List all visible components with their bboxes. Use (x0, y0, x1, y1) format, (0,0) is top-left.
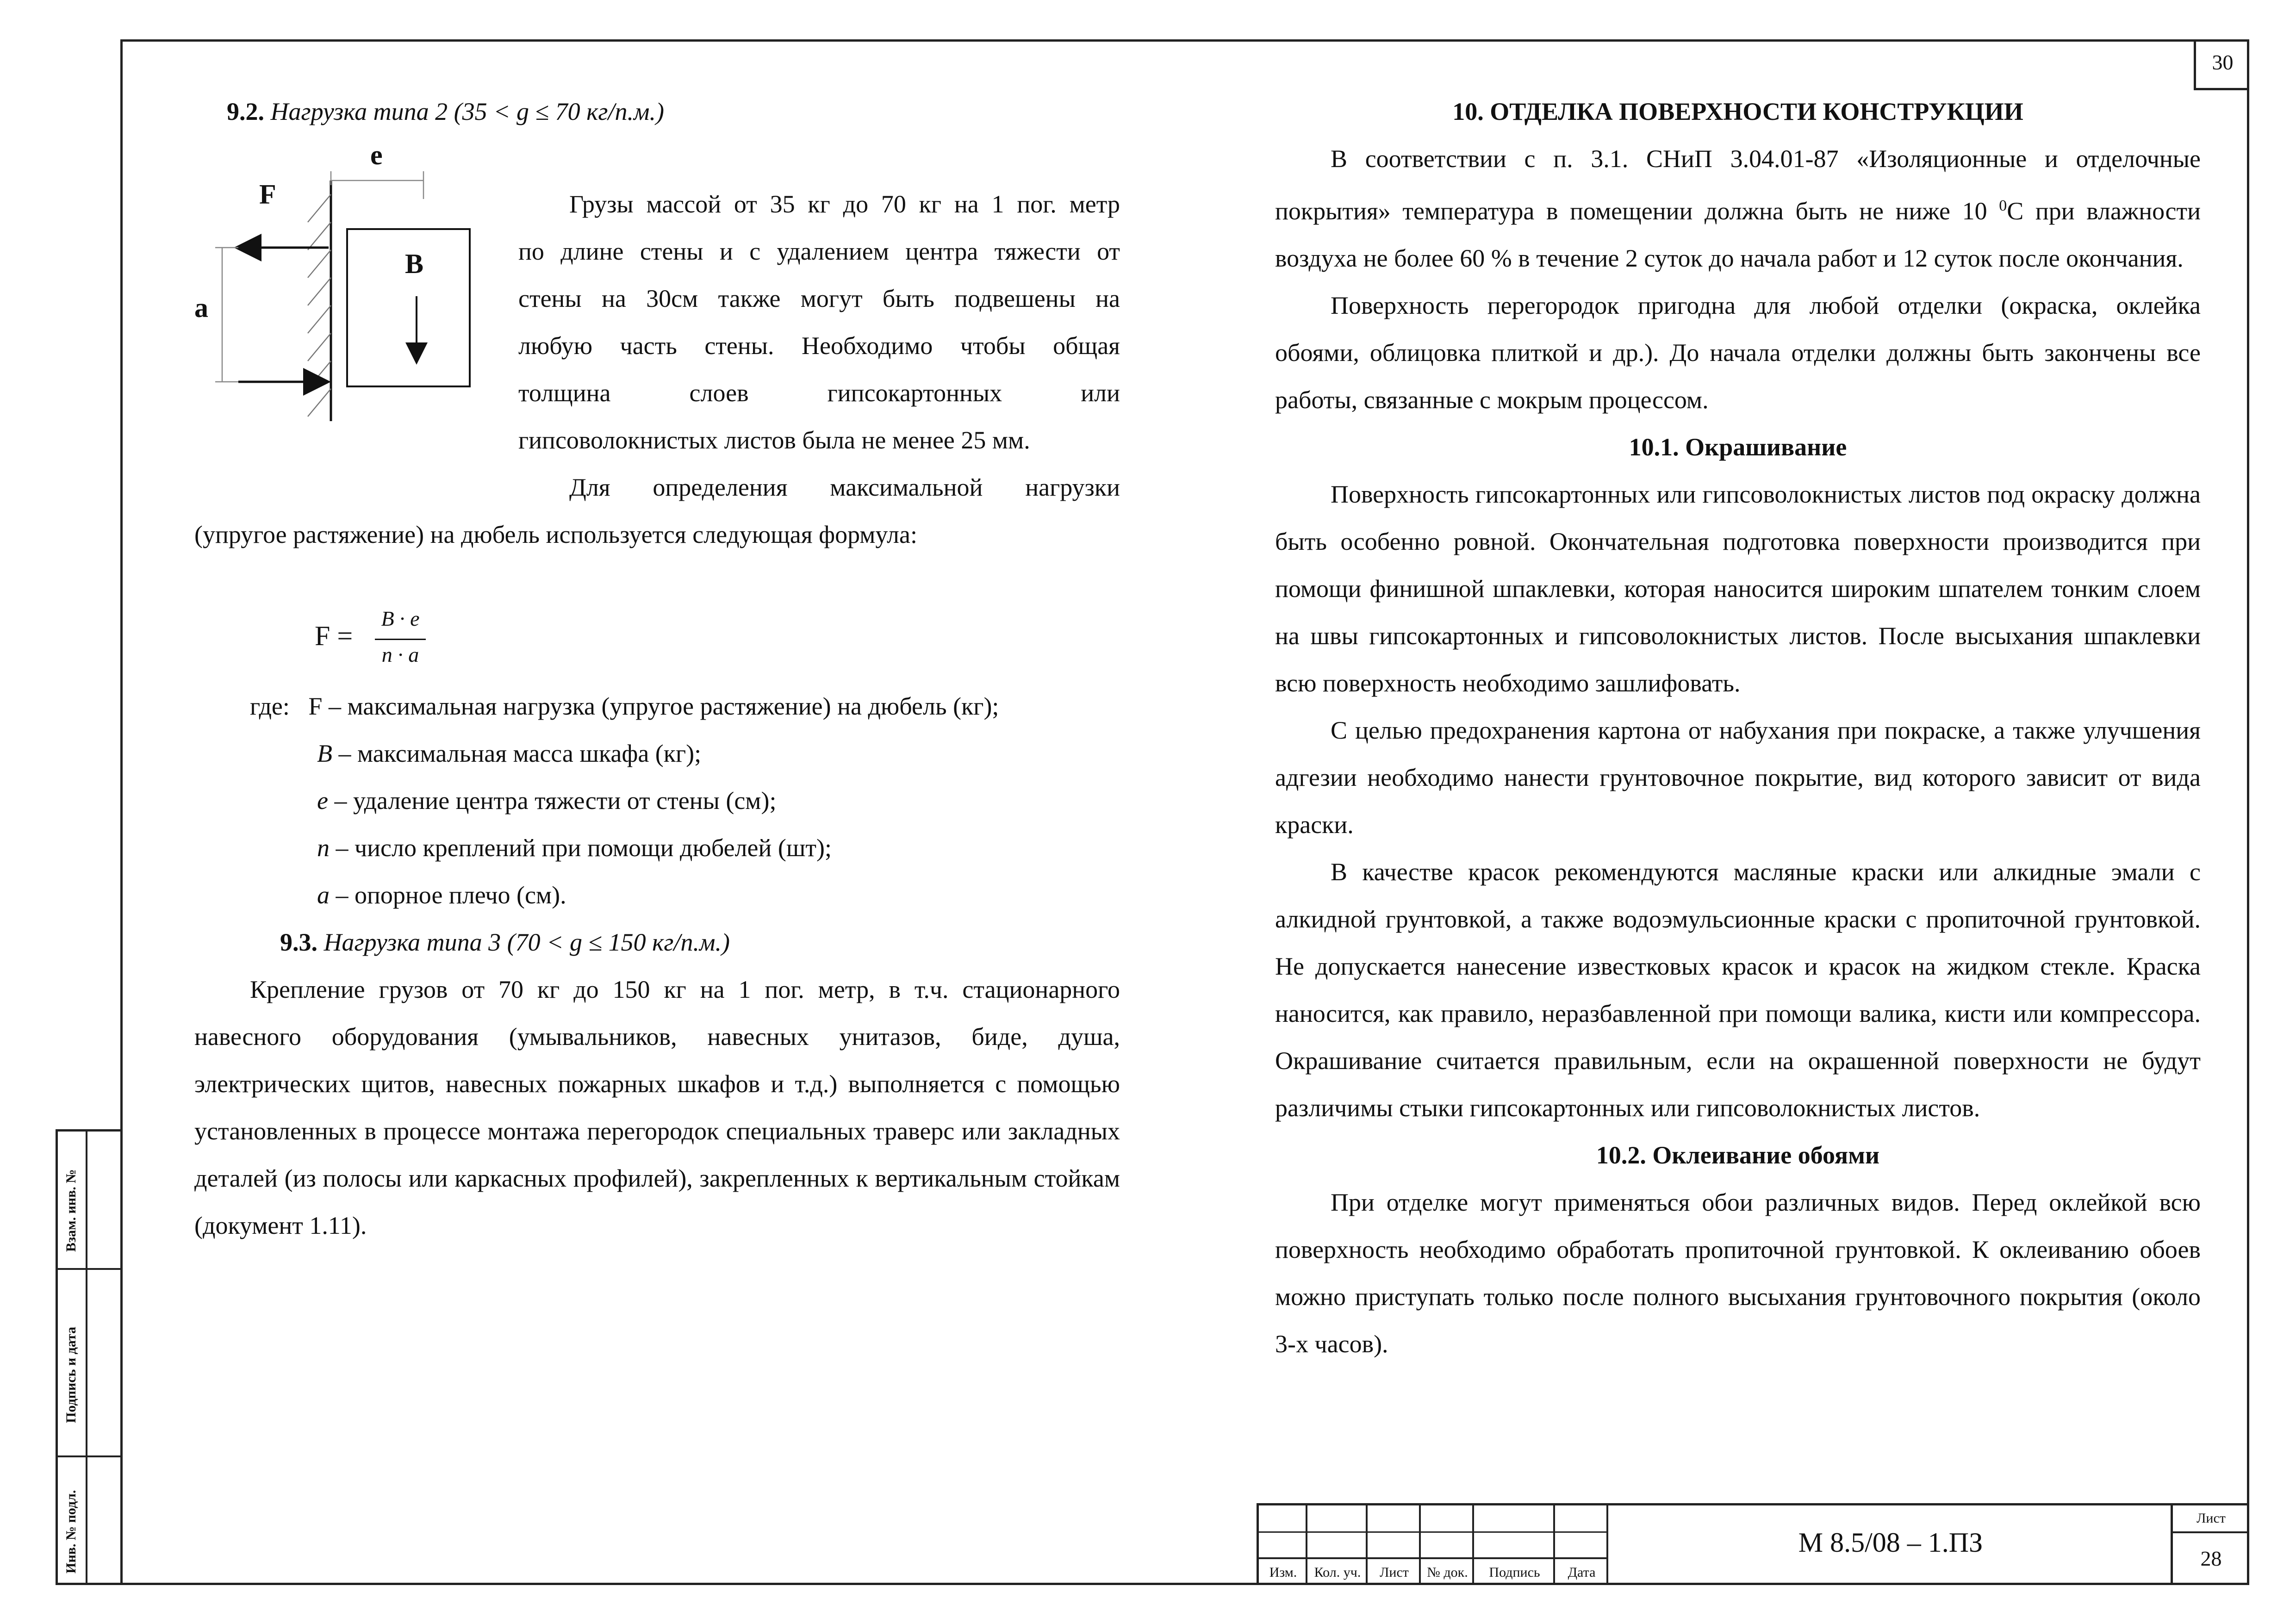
formula-fraction-bar (375, 639, 426, 640)
section-9-2-number: 9.2. (227, 98, 264, 125)
sheet-label: Лист (2196, 1511, 2226, 1526)
para1-line: гипсоволокнистых листов была не менее 25 мм. (518, 426, 1030, 454)
definition-row (250, 777, 1120, 824)
stamp-replace-inv: Взам. инв. № (63, 1169, 79, 1252)
para2-line1: Для определения максимальной нагрузки (569, 473, 1120, 501)
paragraph-10-1-2: С целью предохранения картона от набухания при покраске, а также улучшения адгезии необходимо нанести грунтовочное покрытие, вид которого зависит от вида краски. (1275, 716, 2201, 839)
side-stamp (56, 1129, 123, 1585)
def-symbol: B (317, 740, 332, 767)
title-block (1257, 1503, 2249, 1585)
def-symbol: e (317, 787, 328, 815)
paragraph-10-2-1: При отделке могут применяться обои различных видов. Перед оклейкой всю поверхность необходимо обработать пропиточной грунтовкой. К оклеиванию обоев можно приступать только после полного высыхания грунтовочного покрытия (около 3-х часов). (1275, 1188, 2201, 1358)
label-f: F (259, 179, 276, 210)
definition-row (250, 824, 1120, 871)
stamp-signature-date: Подпись и дата (63, 1326, 79, 1423)
paragraph-9-2-body (518, 180, 1120, 511)
section-9-3-number: 9.3. (280, 928, 317, 956)
revision-table (1259, 1505, 1608, 1585)
def-text: – число креплений при помощи дюбелей (шт); (330, 834, 832, 862)
document-code: М 8.5/08 – 1.ПЗ (1798, 1527, 1983, 1558)
section-10-heading: 10. ОТДЕЛКА ПОВЕРХНОСТИ КОНСТРУКЦИИ (1452, 98, 2023, 125)
para1-line: по длине стены и с удалением центра тяжести от (518, 237, 1120, 265)
para1-line: стены на 30см также могут быть подвешены на (518, 285, 1120, 312)
def-symbol: F (308, 692, 323, 720)
header-list: Лист (1380, 1565, 1409, 1580)
definitions (250, 683, 1120, 919)
p10-1-part-b: С при влажности воздуха не более 60 % в течение 2 суток до начала работ и 12 суток после окончания. (1275, 197, 2201, 272)
where-label: где: (250, 692, 290, 720)
label-e: e (370, 143, 383, 170)
formula-numerator: B · e (381, 607, 420, 630)
def-text: – удаление центра тяжести от стены (см); (328, 787, 777, 815)
def-symbol: n (317, 834, 330, 862)
definition-row (250, 730, 1120, 777)
def-text: – опорное плечо (см). (330, 881, 566, 909)
formula-lhs: F = (315, 621, 353, 651)
para1-line: Грузы массой от 35 кг до 70 кг на 1 пог. метр (569, 190, 1120, 218)
para1-line: любую часть стены. Необходимо чтобы общая (518, 332, 1120, 360)
wall-hatching (308, 194, 331, 417)
paragraph-10-1-1: Поверхность гипсокартонных или гипсоволокнистых листов под окраску должна быть особенно ровной. Окончательная подготовка поверхности производится при помощи финишной шпаклевки, которая наносится широким шпателем тонким слоем на швы гипсокартонных и гипсоволокнистых листов. После высыхания шпаклевки всю поверхность необходимо зашлифовать. (1275, 480, 2201, 697)
header-izm: Изм. (1269, 1565, 1297, 1580)
label-a: a (194, 292, 208, 323)
def-text: – максимальная масса шкафа (кг); (332, 740, 702, 767)
paragraph-10-1 (1275, 135, 2201, 282)
page-number-box (2194, 39, 2249, 90)
sheet-number: 28 (2200, 1547, 2222, 1570)
section-9-3-title: Нагрузка типа 3 (70 < g ≤ 150 кг/п.м.) (324, 928, 730, 956)
paragraph-9-3-body: Крепление грузов от 70 кг до 150 кг на 1 пог. метр, в т.ч. стационарного навесного оборудования (умывальников, навесных унитазов, биде, душа, электрических щитов, навесных пожарных шкафов и т.д.) выполняется с помощью установленных в процессе монтажа перегородок специальных траверс или закладных деталей (из полосы или каркасных профилей), закрепленных к вертикальным стойкам (документ 1.11). (194, 976, 1120, 1239)
page-number: 30 (2212, 50, 2234, 74)
definition-row (250, 871, 1120, 919)
definition-row (250, 683, 1120, 730)
section-10-1-heading: 10.1. Окрашивание (1629, 433, 1847, 461)
para1-line: толщина слоев гипсокартонных или (518, 379, 1120, 407)
formula (315, 602, 500, 676)
header-kol-uch: Кол. уч. (1314, 1565, 1361, 1580)
label-b: B (405, 249, 424, 279)
stamp-inv-original: Инв. № подл. (63, 1490, 79, 1573)
def-text: – максимальная нагрузка (упругое растяжение) на дюбель (кг); (322, 692, 999, 720)
paragraph-10-1-3: В качестве красок рекомендуются масляные краски или алкидные эмали с алкидной грунтовкой, а также водоэмульсионные краски с пропиточной грунтовкой. Не допускается нанесение известковых красок и красок на жидком стекле. Краска наносится, как правило, неразбавленной при помощи валика, кисти или компрессора. Окрашивание считается правильным, если на окрашенной поверхности не будут различимы стыки гипсокартонных или гипсоволокнистых листов. (1275, 858, 2201, 1122)
load-diagram (194, 143, 491, 430)
section-9-2-title: Нагрузка типа 2 (35 < g ≤ 70 кг/п.м.) (270, 98, 664, 125)
sheet-box (2171, 1505, 2249, 1585)
def-symbol: a (317, 881, 330, 909)
right-column (1275, 88, 2201, 1368)
p10-1-part-a: В соответствии с п. 3.1. СНиП 3.04.01-87 «Изоляционные и отделочные покрытия» температура в помещении должна быть не ниже 10 (1275, 145, 2201, 225)
a-dimension (215, 248, 238, 382)
p10-1-superscript: 0 (1999, 197, 2007, 214)
e-dimension (331, 171, 423, 199)
paragraph-10-2: Поверхность перегородок пригодна для любой отделки (окраска, оклейка обоями, облицовка плиткой и др.). До начала отделки должны быть закончены все работы, связанные с мокрым процессом. (1275, 292, 2201, 414)
section-9-3-heading (280, 919, 730, 966)
section-10-2-heading: 10.2. Оклеивание обоями (1596, 1141, 1880, 1169)
header-date: Дата (1568, 1565, 1596, 1580)
section-9-2-heading (227, 88, 664, 135)
header-doc-no: № док. (1427, 1565, 1468, 1580)
header-signature: Подпись (1489, 1565, 1540, 1580)
formula-denominator: n · a (381, 643, 419, 666)
para2-line2: (упругое растяжение) на дюбель используется следующая формула: (194, 521, 917, 548)
